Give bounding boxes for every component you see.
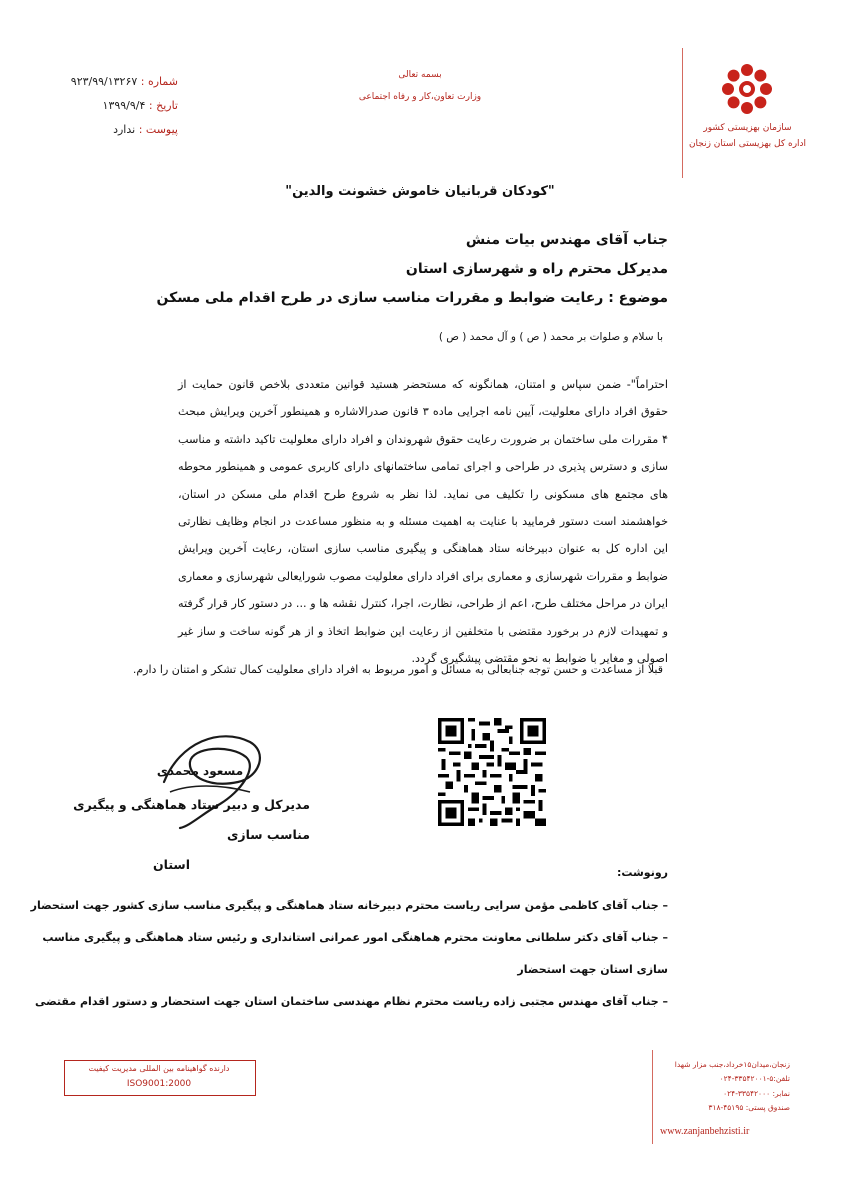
letter-meta (38, 70, 178, 142)
letter-attachment-row (38, 118, 178, 142)
letter-attachment-value: ندارد (113, 123, 136, 136)
behzisti-logo-icon (720, 62, 774, 116)
signatory-name: مسعود محمدی (156, 764, 244, 778)
cc-heading: رونوشت: (616, 866, 668, 879)
bismillah-text: بسمه تعالی (398, 70, 442, 80)
footer-divider (652, 1050, 653, 1144)
qr-code-icon (438, 718, 546, 826)
cc-item: – جناب آقای دکتر سلطانی معاونت محترم هماهنگی امور عمرانی استانداری و رئیس ستاد هماهنگی و پیگیری مناسب سازی استان جهت استحضار (42, 931, 668, 976)
cc-list (28, 862, 668, 1018)
signatory-title-line2: استان (152, 857, 190, 872)
addressee-block (108, 226, 668, 313)
letter-number-label: شماره : (140, 75, 178, 88)
ministry-name: وزارت تعاون،کار و رفاه اجتماعی (358, 92, 482, 102)
footer-pobox: صندوق پستی: ۴۵۱۹۵-۳۱۸ (708, 1103, 790, 1113)
letter-body: احتراماً"- ضمن سپاس و امتنان، همانگونه که مستحضر هستید قوانین متعددی بلاخص قانون حمایت از حقوق افراد دارای معلولیت، آیین نامه اجرایی ماده ۳ قانون صدرالاشاره و همینطور آخرین ویرایش مبحث ۴ مقررات ملی ساختمان بر ضرورت رعایت حقوق شهروندان و افراد دارای معلولیت تاکید داشته و مناسب سازی و دسترس پذیری در طراحی و اجرای تمامی ساختمانهای دارای کاربری عمومی و همینطور محوطه های مجتمع های مسکونی را تکلیف می نماید. لذا نظر به شروع طرح اقدام ملی مسکن در استان، خواهشمند است دستور فرمایید با عنایت به اهمیت مسئله و به منظور مساعدت در انجام وظایف نظارتی این اداره کل به عنوان دبیرخانه ستاد هماهنگی و پیگیری مناسب سازی استان، رعایت آخرین ویرایش ضوابط و مقررات شهرسازی و معماری برای افراد دارای معلولیت مصوب شورایعالی شهرسازی و معماری ایران در مراحل مختلف طرح، اعم از طراحی، نظارت، اجرا، کنترل نقشه ها و ... در دستور کار قرار گرفته و تمهیدات لازم در برخورد مقتضی با متخلفین از رعایت این ضوابط اتخاذ و از هر گونه ساخت و ساز غیر اصولی و مغایر با ضوابط به نحو مقتضی پیشگیری گردد. (178, 378, 668, 666)
letter-attachment-label: پیوست : (138, 123, 178, 136)
letter-subject: موضوع : رعایت ضوابط و مقررات مناسب سازی در طرح اقدام ملی مسکن (156, 290, 668, 306)
letter-center-header (330, 64, 510, 108)
footer-address: زنجان،میدان۱۵خرداد،جنب مزار شهدا (674, 1060, 790, 1069)
footer-fax: نمابر: ۳۳۵۴۲۰۰۰-۰۲۴ (723, 1088, 790, 1098)
letter-date-row (38, 94, 178, 118)
iso-certificate-code: ISO9001:2000 (126, 1079, 192, 1089)
header-divider (682, 48, 683, 178)
closing-thanks: قبلا از مساعدت و حسن توجه جنابعالی به مسائل و امور مربوط به افراد دارای معلولیت کمال تشکر و امتنان را دارم. (132, 663, 663, 676)
iso-certificate-label: دارنده گواهینامه بین المللی مدیریت کیفیت (88, 1064, 230, 1073)
greeting-line: با سلام و صلوات بر محمد ( ص ) و آل محمد ( ص ) (438, 331, 663, 343)
footer-phone: تلفن:۵-۳۳۵۴۲۰۰۱-۰۲۴ (719, 1074, 790, 1084)
signatory-title-line1: مدیرکل و دبیر ستاد هماهنگی و پیگیری مناسب سازی (73, 797, 310, 842)
addressee-title: مدیرکل محترم راه و شهرسازی استان (405, 261, 668, 277)
slogan: "کودکان قربانیان خاموش خشونت والدین" (285, 184, 555, 199)
cc-item: – جناب آقای کاظمی مؤمن سرایی ریاست محترم دبیرخانه ستاد هماهنگی و پیگیری مناسب سازی کشور جهت استحضار (30, 899, 668, 912)
organization-line2: اداره کل بهزیستی استان زنجان (688, 139, 807, 149)
organization-name (680, 120, 815, 152)
addressee-name: جناب آقای مهندس بیات منش (465, 232, 668, 248)
letter-date-label: تاریخ : (148, 99, 178, 112)
organization-line1: سازمان بهزیستی کشور (703, 123, 792, 133)
letter-number-row (38, 70, 178, 94)
letter-date-value: ۱۳۹۹/۹/۴ (102, 99, 146, 112)
footer-contact (660, 1058, 790, 1116)
footer-website-link[interactable]: www.zanjanbehzisti.ir (660, 1126, 750, 1137)
cc-item: – جناب آقای مهندس مجتبی زاده ریاست محترم نظام مهندسی ساختمان استان جهت استحضار و دستور اقدام مقتضی (34, 995, 668, 1008)
letter-number-value: ۹۲۳/۹۹/۱۳۲۶۷ (70, 75, 138, 88)
